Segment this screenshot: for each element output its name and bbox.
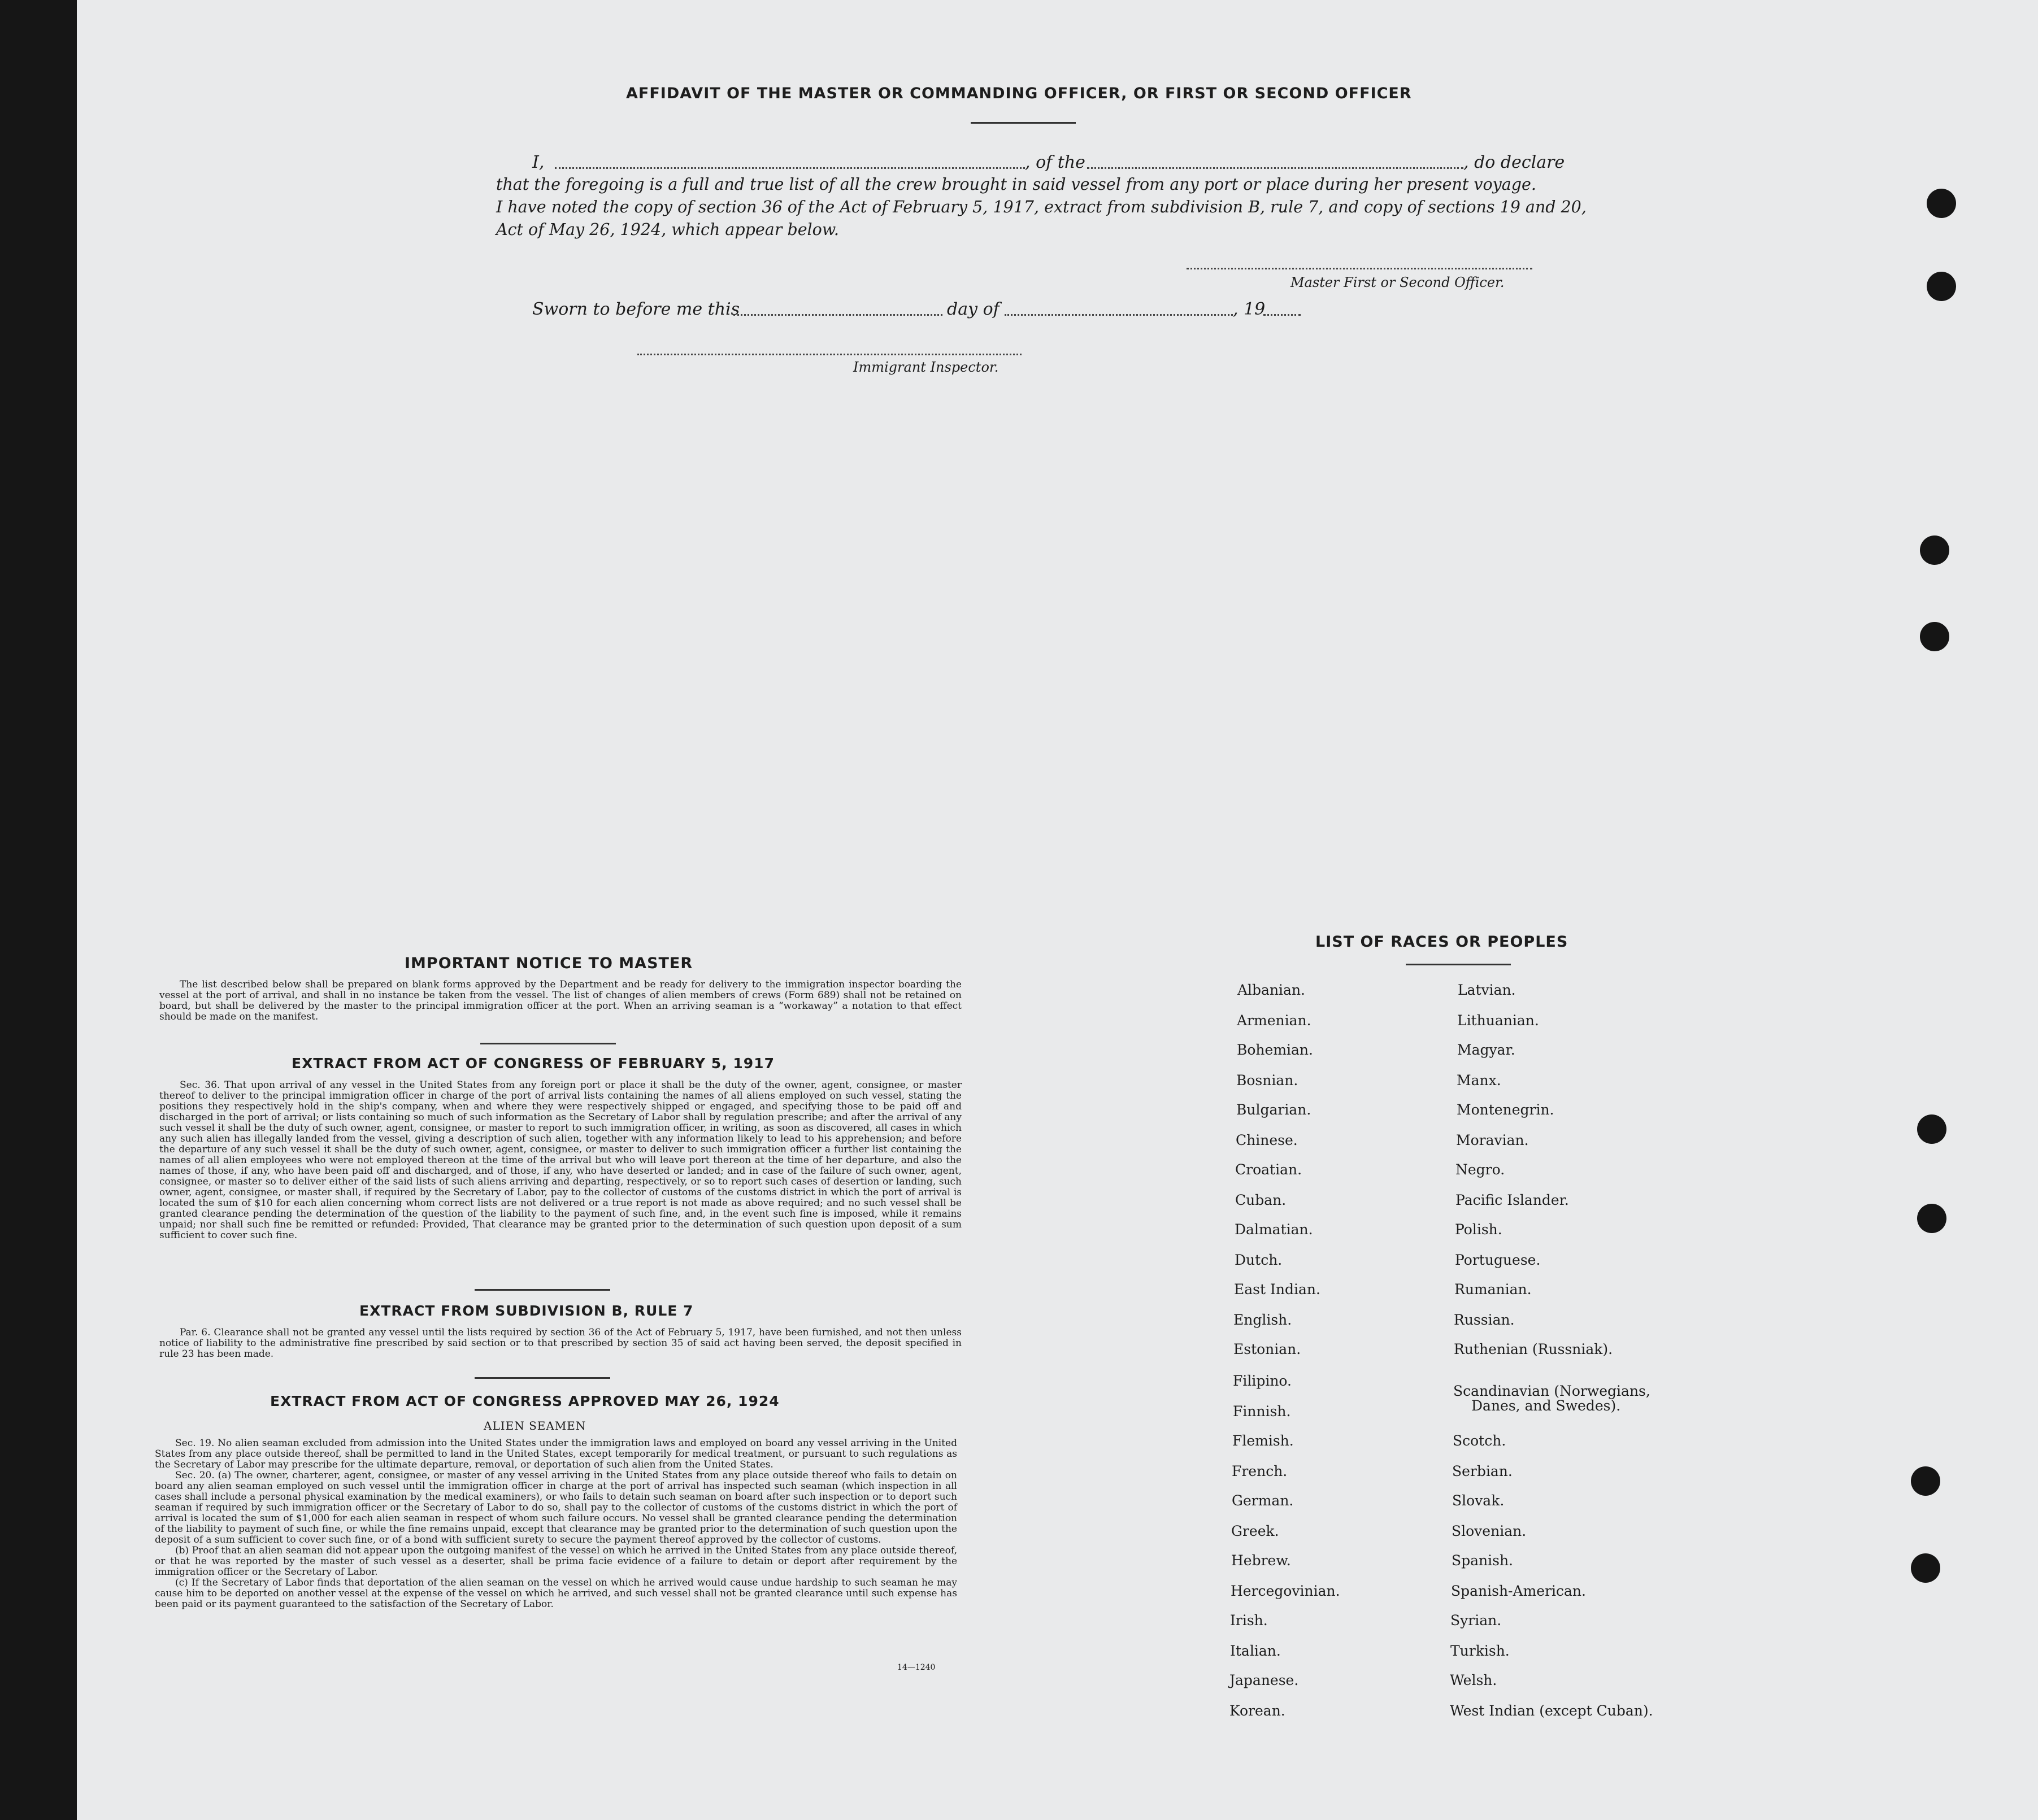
affidavit-line3: I have noted the copy of section 36 of the Act of February 5, 1917, extract from subdivision B, rule 7, and copy of sections 19 and 20, xyxy=(496,198,1587,216)
affidavit-line4: Act of May 26, 1924, which appear below. xyxy=(496,220,839,239)
sworn-label: Sworn to before me this xyxy=(532,299,740,319)
punch-hole-icon xyxy=(1917,1204,1946,1233)
race-list-item: Magyar. xyxy=(1457,1042,1515,1058)
rule7-text xyxy=(159,1327,962,1360)
master-name-field[interactable] xyxy=(555,167,1025,169)
alien-seamen-subtitle: ALIEN SEAMEN xyxy=(484,1419,586,1433)
race-list-item: Syrian. xyxy=(1450,1612,1502,1629)
race-list-item: Montenegrin. xyxy=(1457,1101,1554,1118)
race-list-item: Spanish. xyxy=(1452,1552,1514,1569)
vessel-name-field[interactable] xyxy=(1087,167,1463,169)
extract-1924-title: EXTRACT FROM ACT OF CONGRESS APPROVED MAY 26, 1924 xyxy=(270,1393,780,1409)
race-list-item: Scotch. xyxy=(1453,1433,1506,1449)
race-list-item: Albanian. xyxy=(1237,982,1306,998)
race-list-item: Dutch. xyxy=(1235,1252,1283,1268)
section-divider xyxy=(480,1043,616,1044)
affidavit-line1-start: I, xyxy=(532,153,545,172)
race-list-item: German. xyxy=(1232,1492,1294,1509)
race-list-item: Moravian. xyxy=(1456,1132,1529,1148)
race-list-item: Lithuanian. xyxy=(1457,1012,1539,1029)
race-list-item: French. xyxy=(1232,1463,1288,1479)
race-list-item: Portuguese. xyxy=(1455,1252,1541,1268)
race-list-item: Korean. xyxy=(1229,1703,1285,1719)
inspector-label: Immigrant Inspector. xyxy=(853,359,999,375)
signature-label: Master First or Second Officer. xyxy=(1290,275,1505,290)
race-list-item: Hercegovinian. xyxy=(1231,1583,1340,1599)
section-20b-paragraph: (b) Proof that an alien seaman did not appear upon the outgoing manifest of the vessel on which he arrived in the United States from any place outside thereof, or that he was reported by the master of such vessel as a deserter, shall be prima facie evidence of a failure to detain or deport after requirement by the immigration officer or the Secretary of Labor. xyxy=(155,1545,957,1578)
punch-hole-icon xyxy=(1920,535,1949,565)
race-list-item: Welsh. xyxy=(1450,1672,1497,1688)
race-list-item: Estonian. xyxy=(1233,1341,1301,1357)
race-list-item: Scandinavian (Norwegians, xyxy=(1453,1383,1650,1399)
punch-hole-icon xyxy=(1920,622,1949,651)
race-list-item: Filipino. xyxy=(1233,1373,1292,1389)
race-list-item: Irish. xyxy=(1230,1612,1268,1629)
race-list-item: Cuban. xyxy=(1235,1192,1287,1208)
race-list-item: Negro. xyxy=(1455,1161,1505,1178)
sworn-year-field[interactable] xyxy=(1263,314,1301,316)
race-list-item: East Indian. xyxy=(1234,1281,1320,1297)
section-20c-paragraph: (c) If the Secretary of Labor finds that deportation of the alien seaman on the vessel on which he arrived would cause undue hardship to such seaman he may cause him to be deported on another vessel at the expense of the vessel on which he arrived, and such vessel shall not be granted clearance until such expense has been paid or its payment guaranteed to the satisfaction of the Secretary of Labor. xyxy=(155,1577,957,1610)
section-divider xyxy=(475,1289,610,1291)
race-list-item: English. xyxy=(1233,1312,1292,1328)
race-list-item: Latvian. xyxy=(1458,982,1516,998)
affidavit-title: AFFIDAVIT OF THE MASTER OR COMMANDING OFFICER, OR FIRST OR SECOND OFFICER xyxy=(626,85,1412,102)
punch-hole-icon xyxy=(1917,1114,1946,1144)
sworn-month-field[interactable] xyxy=(1005,314,1233,316)
extract-1924-text xyxy=(155,1438,957,1610)
affidavit-line1-end: , do declare xyxy=(1463,153,1565,172)
races-title-divider xyxy=(1406,964,1511,965)
affidavit-line2: that the foregoing is a full and true list of all the crew brought in said vessel from any port or place during her present voyage. xyxy=(496,175,1536,194)
race-list-item: Bosnian. xyxy=(1236,1072,1298,1088)
section-divider xyxy=(475,1377,610,1379)
race-list-item: Bulgarian. xyxy=(1236,1101,1311,1118)
race-list-item: Hebrew. xyxy=(1231,1552,1291,1569)
race-list-item: Armenian. xyxy=(1237,1012,1311,1029)
race-list-item: Polish. xyxy=(1455,1221,1502,1238)
officer-signature-line[interactable] xyxy=(1187,268,1532,269)
affidavit-line1-mid: , of the xyxy=(1025,153,1085,172)
race-list-item: West Indian (except Cuban). xyxy=(1450,1703,1653,1719)
form-number: 14—1240 xyxy=(897,1663,936,1672)
race-list-item: Turkish. xyxy=(1450,1643,1510,1659)
extract-1917-title: EXTRACT FROM ACT OF CONGRESS OF FEBRUARY 5, 1917 xyxy=(292,1055,775,1072)
race-list-item: Flemish. xyxy=(1232,1433,1294,1449)
rule7-title: EXTRACT FROM SUBDIVISION B, RULE 7 xyxy=(359,1303,694,1319)
race-list-item: Slovenian. xyxy=(1452,1523,1527,1539)
punch-hole-icon xyxy=(1927,272,1956,301)
section-20a-paragraph: Sec. 20. (a) The owner, charterer, agent, consignee, or master of any vessel arriving in the United States from any place outside thereof who fails to detain on board any alien seaman employed on such vessel until the immigration officer in charge at the port of arrival has inspected such seaman (which inspection in all cases shall include a personal physical examination by the medical examiners), or who fails to detain such seaman on board after such inspection or to deport such seaman if required by such immigration officer or the Secretary of Labor to do so, shall pay to the collector of customs of the customs district in which the port of arrival is located the sum of $1,000 for each alien seaman in respect of whom such failure occurs. No vessel shall be granted clearance pending the determination of the liability to payment of such fine, or while the fine remains unpaid, except that clearance may be granted prior to the determination of such question upon the deposit of a sum sufficient to cover such fine, or of a bond with sufficient surety to secure the payment thereof approved by the collector of customs. xyxy=(155,1470,957,1545)
extract-1917-text xyxy=(159,1080,962,1241)
race-list-item: Pacific Islander. xyxy=(1455,1192,1569,1208)
punch-hole-icon xyxy=(1927,189,1956,218)
race-list-item: Italian. xyxy=(1230,1643,1281,1659)
race-list-item: Bohemian. xyxy=(1237,1042,1313,1058)
section-19-paragraph: Sec. 19. No alien seaman excluded from admission into the United States under the immigration laws and employed on board any vessel arriving in the United States from any place outside thereof, shall be permitted to land in the United States, except temporarily for medical treatment, or pursuant to such regulations as the Secretary of Labor may prescribe for the ultimate departure, removal, or deportation of such alien from the United States. xyxy=(155,1438,957,1470)
race-list-item: Danes, and Swedes). xyxy=(1471,1397,1621,1414)
race-list-item: Greek. xyxy=(1231,1523,1279,1539)
rule7-paragraph: Par. 6. Clearance shall not be granted any vessel until the lists required by section 36 of the Act of February 5, 1917, have been furnished, and not then unless notice of liability to the administrative fine prescribed by said section or to that prescribed by section 35 of said act having been served, the deposit specified in rule 23 has been made. xyxy=(159,1327,962,1360)
notice-text xyxy=(159,979,962,1022)
race-list-item: Rumanian. xyxy=(1454,1281,1532,1297)
race-list-item: Manx. xyxy=(1457,1072,1501,1088)
race-list-item: Chinese. xyxy=(1236,1132,1298,1148)
race-list-item: Dalmatian. xyxy=(1235,1221,1313,1238)
race-list-item: Finnish. xyxy=(1233,1403,1291,1420)
race-list-item: Croatian. xyxy=(1235,1161,1302,1178)
inspector-signature-line[interactable] xyxy=(637,354,1022,355)
races-title: LIST OF RACES OR PEOPLES xyxy=(1315,933,1568,951)
punch-hole-icon xyxy=(1911,1466,1940,1496)
title-divider xyxy=(971,122,1076,124)
race-list-item: Russian. xyxy=(1454,1312,1515,1328)
race-list-item: Serbian. xyxy=(1452,1463,1513,1479)
race-list-item: Spanish-American. xyxy=(1451,1583,1586,1599)
race-list-item: Japanese. xyxy=(1229,1672,1299,1688)
race-list-item: Slovak. xyxy=(1452,1492,1505,1509)
day-of-label: day of xyxy=(947,299,1000,319)
year-prefix: , 19 xyxy=(1233,299,1266,319)
race-list-item: Ruthenian (Russniak). xyxy=(1454,1341,1613,1357)
notice-paragraph: The list described below shall be prepared on blank forms approved by the Department and be ready for delivery to the immigration inspector boarding the vessel at the port of arrival, and shall in no instance be taken from the vessel. The list of changes of alien members of crews (Form 689) shall not be retained on board, but shall be delivered by the master to the principal immigration officer at the port. When an arriving seaman is a “workaway” a notation to that effect should be made on the manifest. xyxy=(159,979,962,1022)
section-36-paragraph: Sec. 36. That upon arrival of any vessel in the United States from any foreign port or place it shall be the duty of the owner, agent, consignee, or master thereof to deliver to the principal immigration officer in charge of the port of arrival lists containing the names of all aliens employed on such vessel, stating the positions they respectively hold in the ship's company, when and where they were respectively shipped or engaged, and specifying those to be paid off and discharged in the port of arrival; or lists containing so much of such information as the Secretary of Labor shall by regulation prescribe; and after the arrival of any such vessel it shall be the duty of such owner, agent, consignee, or master to report to such immigration officer, in writing, as soon as discovered, all cases in which any such alien has illegally landed from the vessel, giving a description of such alien, together with any information likely to lead to his apprehension; and before the departure of any such vessel it shall be the duty of such owner, agent, consignee, or master to deliver to such immigration officer a further list containing the names of all alien employees who were not employed thereon at the time of the arrival but who will leave port thereon at the time of her departure, and also the names of those, if any, who have been paid off and discharged, and of those, if any, who have deserted or landed; and in case of the failure of such owner, agent, consignee, or master so to deliver either of the said lists of such aliens arriving and departing, respectively, or so to report such cases of desertion or landing, such owner, agent, consignee, or master shall, if required by the Secretary of Labor, pay to the collector of customs of the customs district in which the port of arrival is located the sum of $10 for each alien concerning whom correct lists are not delivered or a true report is not made as above required; and no such vessel shall be granted clearance pending the determination of the question of the liability to the payment of such fine, and, in the event such fine is imposed, while it remains unpaid; nor shall such fine be remitted or refunded: Provided, That clearance may be granted prior to the determination of such question upon deposit of a sum sufficient to cover such fine. xyxy=(159,1079,962,1241)
sworn-day-field[interactable] xyxy=(733,314,942,316)
notice-title: IMPORTANT NOTICE TO MASTER xyxy=(405,955,693,972)
punch-hole-icon xyxy=(1911,1553,1940,1583)
